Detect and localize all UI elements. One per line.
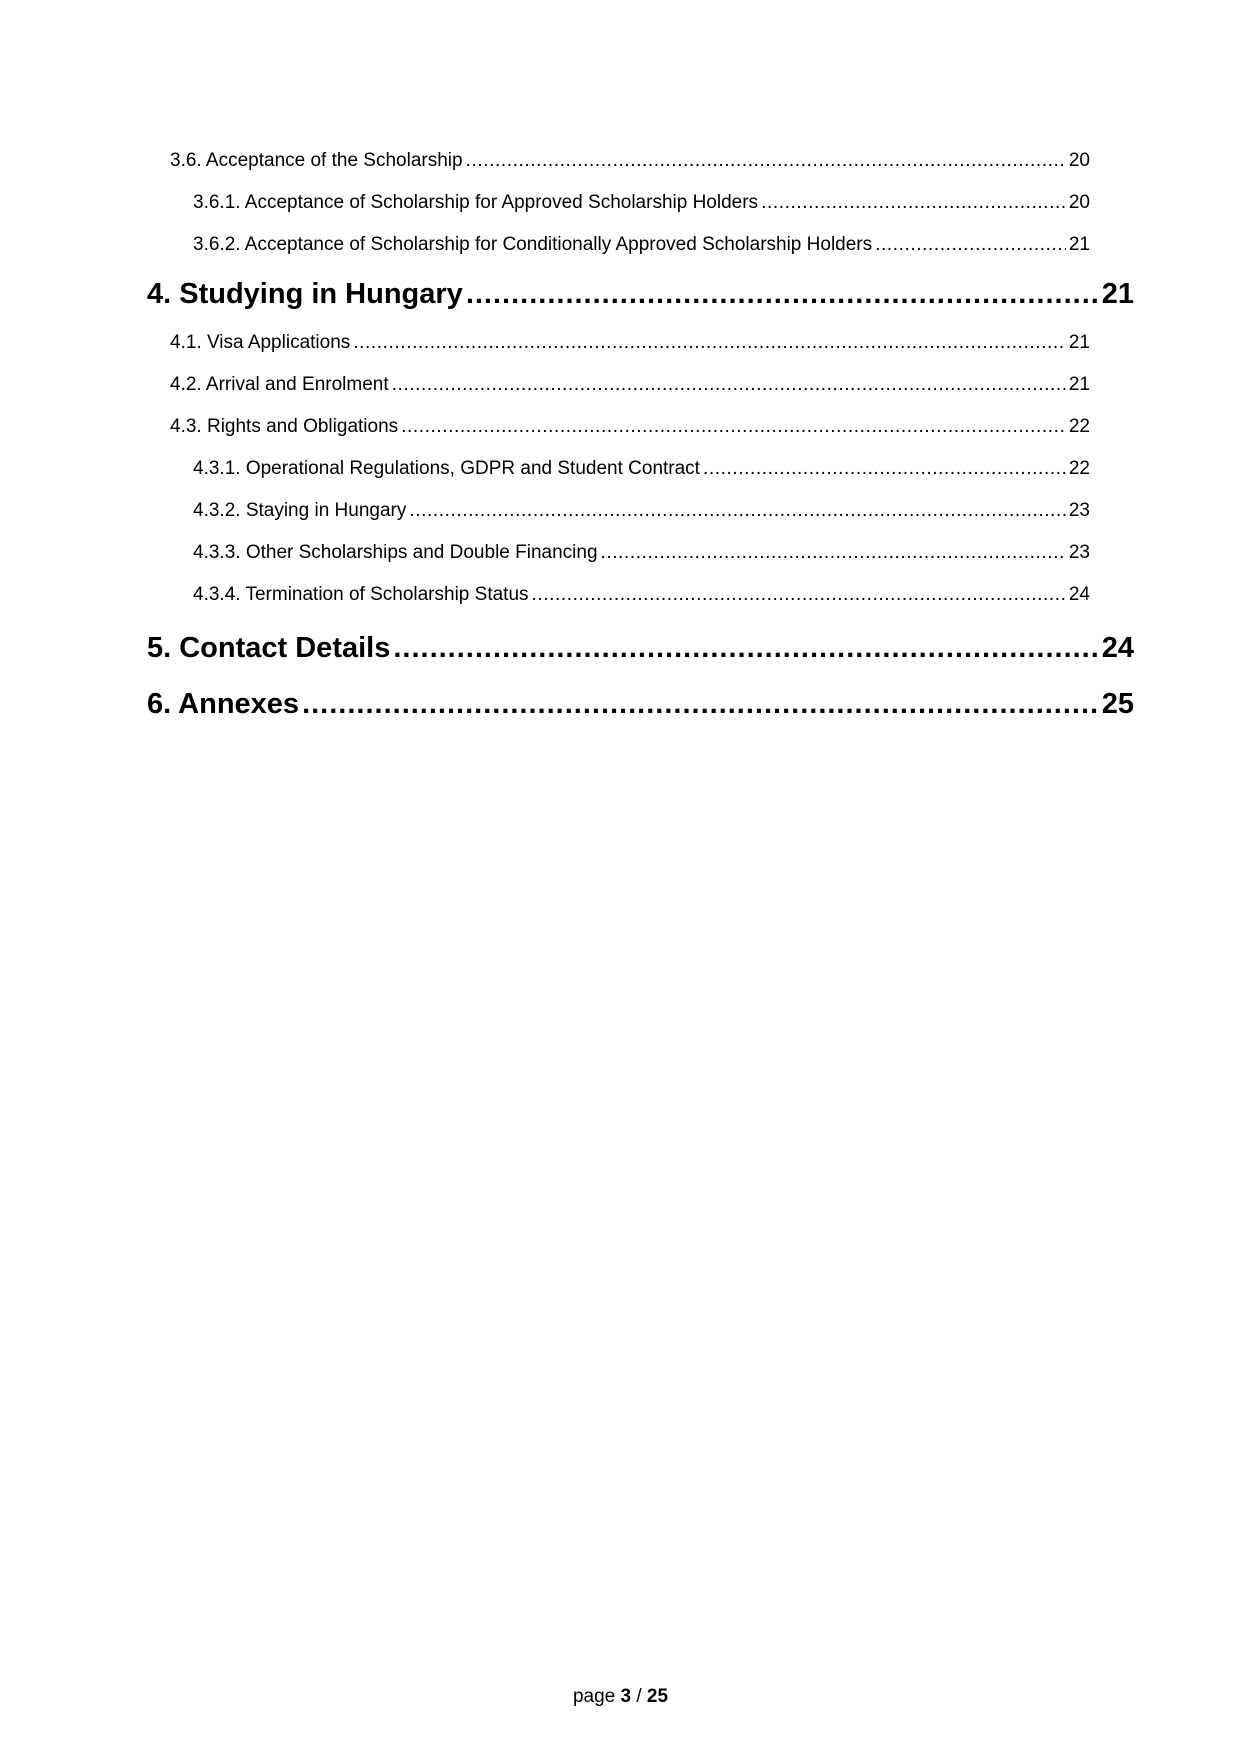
total-pages-number: 25 (646, 1686, 669, 1707)
toc-entry[interactable] (193, 224, 1090, 266)
toc-entry-title: 3.6.1. Acceptance of Scholarship for Approved Scholarship Holders (193, 192, 759, 213)
toc-entry-page: 21 (1068, 374, 1090, 395)
toc-dot-leader (353, 322, 1066, 364)
toc-dot-leader (302, 676, 1099, 732)
toc-entry[interactable] (170, 140, 1090, 182)
toc-dot-leader (532, 574, 1066, 616)
toc-dot-leader (703, 448, 1066, 490)
toc-entry[interactable] (193, 448, 1090, 490)
toc-entry-page: 22 (1068, 458, 1090, 479)
toc-dot-leader (466, 140, 1066, 182)
toc-dot-leader (761, 182, 1066, 224)
toc-entry-page: 22 (1068, 416, 1090, 437)
page-label: page (572, 1686, 616, 1707)
toc-entry-title: 4.2. Arrival and Enrolment (170, 374, 389, 395)
page-separator: / (636, 1686, 642, 1707)
toc-chapter-entry[interactable] (147, 676, 1134, 732)
toc-entry-page: 20 (1068, 192, 1090, 213)
toc-entry-page: 23 (1068, 542, 1090, 563)
toc-entry-title: 4.3. Rights and Obligations (170, 416, 399, 437)
toc-dot-leader (601, 532, 1066, 574)
toc-dot-leader (409, 490, 1066, 532)
toc-chapter-title: 6. Annexes (147, 688, 300, 720)
toc-entry[interactable] (193, 532, 1090, 574)
toc-chapter-title: 5. Contact Details (147, 632, 391, 664)
toc-entry-title: 3.6.2. Acceptance of Scholarship for Conditionally Approved Scholarship Holders (193, 234, 873, 255)
toc-chapter-title: 4. Studying in Hungary (147, 278, 463, 310)
toc-dot-leader (466, 266, 1099, 322)
toc-entry-page: 23 (1068, 500, 1090, 521)
toc-entry-title: 4.3.1. Operational Regulations, GDPR and Student Contract (193, 458, 700, 479)
toc-chapter-page: 24 (1101, 632, 1134, 664)
toc-chapter-entry[interactable] (147, 266, 1134, 322)
toc-entry-page: 21 (1068, 234, 1090, 255)
toc-entry-page: 24 (1068, 584, 1090, 605)
table-of-contents (147, 140, 1134, 732)
toc-entry-title: 3.6. Acceptance of the Scholarship (170, 150, 463, 171)
toc-dot-leader (875, 224, 1066, 266)
toc-entry[interactable] (193, 490, 1090, 532)
toc-entry[interactable] (170, 364, 1090, 406)
toc-entry-title: 4.3.4. Termination of Scholarship Status (193, 584, 529, 605)
toc-entry-title: 4.3.3. Other Scholarships and Double Financing (193, 542, 598, 563)
current-page-number: 3 (620, 1686, 632, 1707)
toc-entry[interactable] (193, 182, 1090, 224)
toc-entry-title: 4.3.2. Staying in Hungary (193, 500, 407, 521)
toc-entry-page: 20 (1068, 150, 1090, 171)
toc-dot-leader (393, 620, 1098, 676)
toc-chapter-page: 25 (1101, 688, 1134, 720)
toc-dot-leader (401, 406, 1066, 448)
toc-entry-page: 21 (1068, 332, 1090, 353)
page-footer (0, 1686, 1241, 1708)
toc-chapter-page: 21 (1101, 278, 1134, 310)
toc-chapter-entry[interactable] (147, 620, 1134, 676)
toc-entry[interactable] (170, 406, 1090, 448)
toc-entry-title: 4.1. Visa Applications (170, 332, 351, 353)
toc-entry[interactable] (170, 322, 1090, 364)
toc-dot-leader (392, 364, 1066, 406)
toc-entry[interactable] (193, 574, 1090, 616)
